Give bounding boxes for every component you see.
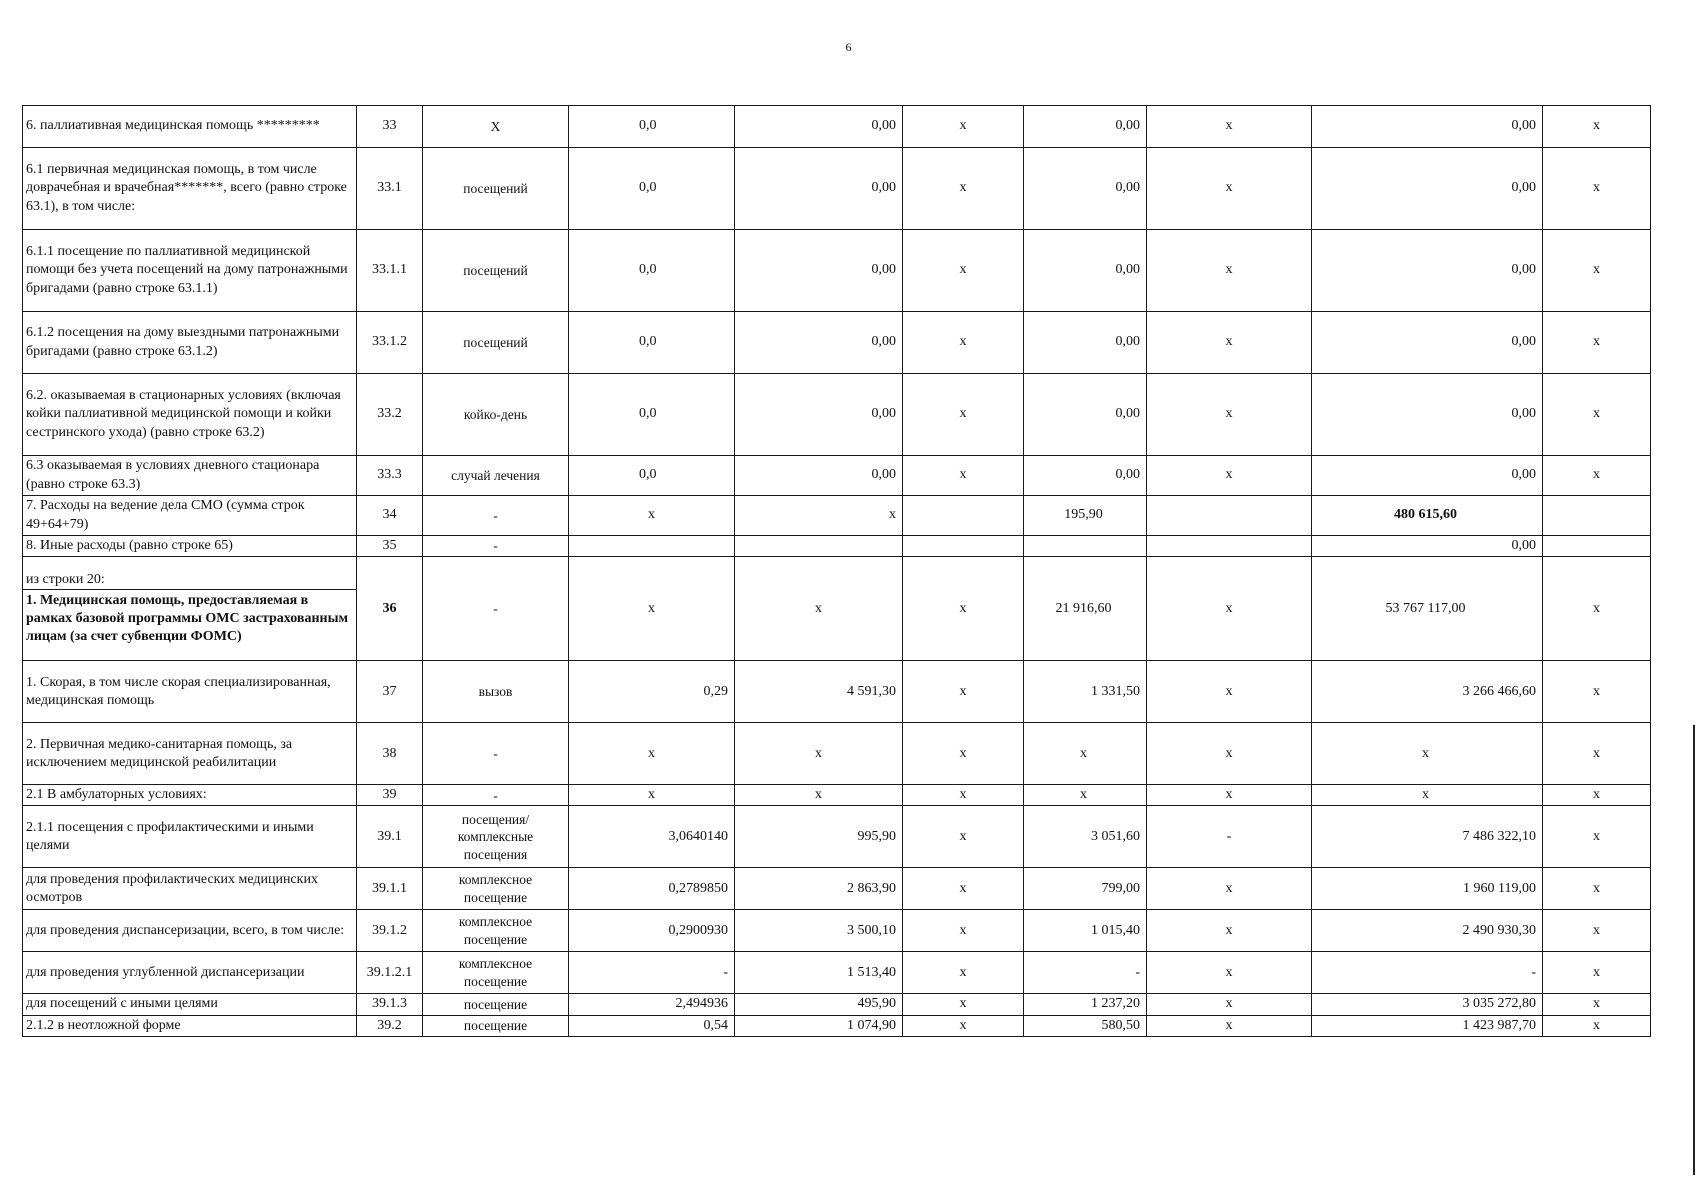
table-cell-col-2: комплексное посещение (423, 952, 569, 994)
table-cell-col-5: x (903, 785, 1024, 806)
table-cell-col-1: 35 (357, 536, 423, 557)
table-row (23, 661, 1651, 723)
table-cell-col-7: x (1147, 952, 1312, 994)
table-cell-col-6: 0,00 (1024, 312, 1147, 374)
table-cell-col-4: 0,00 (735, 312, 903, 374)
table-cell-col-5: x (903, 1015, 1024, 1036)
table-cell-col-3: 0,2789850 (569, 868, 735, 910)
table-cell-col-9: x (1543, 456, 1651, 496)
table-cell-col-4: 2 863,90 (735, 868, 903, 910)
table-cell-col-9: x (1543, 557, 1651, 661)
scan-edge-line (1693, 725, 1695, 1175)
table-cell-col-6: 1 015,40 (1024, 910, 1147, 952)
table-cell-col-2: комплексное посещение (423, 868, 569, 910)
table-cell-col-9: x (1543, 723, 1651, 785)
table-cell-col-9: x (1543, 312, 1651, 374)
table-cell-col-1: 39.1.1 (357, 868, 423, 910)
row-prefix-label: из строки 20: (23, 571, 356, 590)
table-cell-col-2: - (423, 785, 569, 806)
table-cell-col-1: 39.1.2.1 (357, 952, 423, 994)
table-cell-col-9: x (1543, 148, 1651, 230)
table-cell-col-4: 995,90 (735, 806, 903, 868)
table-cell-col-7: x (1147, 456, 1312, 496)
table-cell-col-1: 33.1 (357, 148, 423, 230)
table-cell-col-8: 2 490 930,30 (1312, 910, 1543, 952)
table-cell-col-0: для проведения диспансеризации, всего, в том числе: (23, 910, 357, 952)
table-cell-col-7: x (1147, 661, 1312, 723)
table-cell-col-4: 0,00 (735, 230, 903, 312)
table-cell-col-1: 38 (357, 723, 423, 785)
table-cell-col-5: x (903, 557, 1024, 661)
table-cell-col-2: - (423, 557, 569, 661)
table-cell-col-4: 4 591,30 (735, 661, 903, 723)
data-table (22, 105, 1651, 1037)
page-number: 6 (845, 40, 852, 54)
table-cell-col-0: 2.1.2 в неотложной форме (23, 1015, 357, 1036)
table-cell-col-0: для посещений с иными целями (23, 994, 357, 1015)
table-cell-col-2: койко-день (423, 374, 569, 456)
table-cell-col-4: x (735, 785, 903, 806)
table-cell-col-5: x (903, 806, 1024, 868)
table-cell-col-6: 1 237,20 (1024, 994, 1147, 1015)
table-cell-col-0: 6.2. оказываемая в стационарных условиях (включая койки паллиативной медицинской помощи и койки сестринского ухода) (равно строке 63.2) (23, 374, 357, 456)
table-cell-col-5: x (903, 723, 1024, 785)
table-cell-col-2: посещений (423, 312, 569, 374)
table-cell-col-7: x (1147, 994, 1312, 1015)
table-row (23, 723, 1651, 785)
table-cell-col-5: x (903, 952, 1024, 994)
table-cell-col-0: для проведения профилактических медицинских осмотров (23, 868, 357, 910)
table-cell-col-5: x (903, 230, 1024, 312)
table-cell-col-5: x (903, 661, 1024, 723)
table-row (23, 312, 1651, 374)
table-cell-col-5: x (903, 868, 1024, 910)
table-cell-col-9: x (1543, 952, 1651, 994)
table-cell-col-9: x (1543, 868, 1651, 910)
table-cell-col-3: 0,29 (569, 661, 735, 723)
table-row (23, 536, 1651, 557)
table-cell-col-1: 39.1.3 (357, 994, 423, 1015)
table-cell-col-9: x (1543, 106, 1651, 148)
table-cell-col-7: x (1147, 1015, 1312, 1036)
table-cell-col-0: 6.1.1 посещение по паллиативной медицинской помощи без учета посещений на дому патронажными бригадами (равно строке 63.1.1) (23, 230, 357, 312)
table-cell-col-8: 3 266 466,60 (1312, 661, 1543, 723)
table-cell-col-7: x (1147, 910, 1312, 952)
table-cell-col-6: 0,00 (1024, 106, 1147, 148)
table-cell-col-4: 3 500,10 (735, 910, 903, 952)
table-cell-col-7: x (1147, 868, 1312, 910)
table-row (23, 952, 1651, 994)
table-cell-col-1: 33.1.1 (357, 230, 423, 312)
table-cell-col-1: 34 (357, 496, 423, 536)
table-cell-col-6: x (1024, 785, 1147, 806)
table-cell-col-5 (903, 496, 1024, 536)
table-cell-col-3: - (569, 952, 735, 994)
table-row (23, 910, 1651, 952)
table-cell-col-1: 36 (357, 557, 423, 661)
table-cell-col-6: 0,00 (1024, 374, 1147, 456)
table-cell-col-0: 6.1.2 посещения на дому выездными патронажными бригадами (равно строке 63.1.2) (23, 312, 357, 374)
table-cell-col-2: случай лечения (423, 456, 569, 496)
table-cell-col-0: 6. паллиативная медицинская помощь ********* (23, 106, 357, 148)
table-cell-col-9 (1543, 536, 1651, 557)
table-cell-col-9: x (1543, 994, 1651, 1015)
table-cell-col-4: 0,00 (735, 106, 903, 148)
table-cell-col-3: 0,0 (569, 456, 735, 496)
table-cell-col-3: x (569, 723, 735, 785)
table-cell-col-2: посещений (423, 230, 569, 312)
table-cell-col-3: 0,0 (569, 148, 735, 230)
table-cell-col-9: x (1543, 910, 1651, 952)
table-cell-col-1: 39.1 (357, 806, 423, 868)
table-cell-col-8: 0,00 (1312, 106, 1543, 148)
table-cell-col-6: 0,00 (1024, 456, 1147, 496)
table-cell-col-3: 0,0 (569, 230, 735, 312)
table-cell-col-4: x (735, 723, 903, 785)
table-cell-col-8: 1 960 119,00 (1312, 868, 1543, 910)
table-cell-col-7 (1147, 536, 1312, 557)
table-cell-col-7: - (1147, 806, 1312, 868)
table-row (23, 868, 1651, 910)
table-cell-col-4 (735, 536, 903, 557)
table-cell-col-2: - (423, 536, 569, 557)
table-cell-col-6: 195,90 (1024, 496, 1147, 536)
table-cell-col-0: 2.1.1 посещения с профилактическими и иными целями (23, 806, 357, 868)
table-cell-col-1: 33.1.2 (357, 312, 423, 374)
table-cell-col-0 (23, 557, 357, 661)
table-cell-col-3: 0,0 (569, 374, 735, 456)
table-cell-col-8: 0,00 (1312, 312, 1543, 374)
table-cell-col-5: x (903, 106, 1024, 148)
table-row (23, 106, 1651, 148)
table-cell-col-7: x (1147, 312, 1312, 374)
table-cell-col-7: x (1147, 374, 1312, 456)
table-cell-col-9: x (1543, 806, 1651, 868)
table-cell-col-3: x (569, 557, 735, 661)
table-cell-col-6 (1024, 536, 1147, 557)
table-cell-col-2: - (423, 496, 569, 536)
table-cell-col-8: x (1312, 785, 1543, 806)
table-cell-col-1: 39 (357, 785, 423, 806)
table-row (23, 148, 1651, 230)
table-cell-col-0: 2. Первичная медико-санитарная помощь, за исключением медицинской реабилитации (23, 723, 357, 785)
table-cell-col-9: x (1543, 1015, 1651, 1036)
table-cell-col-0: для проведения углубленной диспансеризации (23, 952, 357, 994)
table-cell-col-9: x (1543, 230, 1651, 312)
table-cell-col-8: 1 423 987,70 (1312, 1015, 1543, 1036)
table-cell-col-7: x (1147, 785, 1312, 806)
table-cell-col-9: x (1543, 785, 1651, 806)
table-cell-col-4: 1 074,90 (735, 1015, 903, 1036)
table-cell-col-0: 8. Иные расходы (равно строке 65) (23, 536, 357, 557)
table-cell-col-2: комплексное посещение (423, 910, 569, 952)
table-cell-col-8: - (1312, 952, 1543, 994)
table-cell-col-0: 7. Расходы на ведение дела СМО (сумма строк 49+64+79) (23, 496, 357, 536)
table-cell-col-0: 6.1 первичная медицинская помощь, в том числе доврачебная и врачебная*******, всего (равно строке 63.1), в том числе: (23, 148, 357, 230)
table-cell-col-0: 2.1 В амбулаторных условиях: (23, 785, 357, 806)
table-cell-col-0: 6.3 оказываемая в условиях дневного стационара (равно строке 63.3) (23, 456, 357, 496)
table-cell-col-4: 0,00 (735, 456, 903, 496)
table-cell-col-3: 2,494936 (569, 994, 735, 1015)
table-cell-col-0: 1. Скорая, в том числе скорая специализированная, медицинская помощь (23, 661, 357, 723)
table-cell-col-8: 0,00 (1312, 230, 1543, 312)
table-cell-col-6: x (1024, 723, 1147, 785)
table-cell-col-7 (1147, 496, 1312, 536)
table-cell-col-4: 495,90 (735, 994, 903, 1015)
table-cell-col-3: 0,54 (569, 1015, 735, 1036)
table-cell-col-8: 3 035 272,80 (1312, 994, 1543, 1015)
table-cell-col-3: 3,0640140 (569, 806, 735, 868)
table-cell-col-5: x (903, 994, 1024, 1015)
table-cell-col-5: x (903, 456, 1024, 496)
table-cell-col-9: x (1543, 374, 1651, 456)
table-cell-col-3: 0,0 (569, 106, 735, 148)
table-cell-col-5: x (903, 312, 1024, 374)
table-row (23, 374, 1651, 456)
table-cell-col-2: посещений (423, 148, 569, 230)
table-cell-col-2: - (423, 723, 569, 785)
table-row (23, 1015, 1651, 1036)
table-cell-col-7: x (1147, 557, 1312, 661)
table-row (23, 557, 1651, 661)
table-row (23, 994, 1651, 1015)
table-cell-col-3 (569, 536, 735, 557)
table-cell-col-2: вызов (423, 661, 569, 723)
row-label: 1. Медицинская помощь, предоставляемая в рамках базовой программы ОМС застрахованным лицам (за счет субвенции ФОМС) (26, 593, 349, 645)
table-cell-col-6: 580,50 (1024, 1015, 1147, 1036)
table-row (23, 785, 1651, 806)
table-row (23, 496, 1651, 536)
table-cell-col-8: 53 767 117,00 (1312, 557, 1543, 661)
table-cell-col-2: посещение (423, 1015, 569, 1036)
table-cell-col-2: посещение (423, 994, 569, 1015)
table-cell-col-5: x (903, 910, 1024, 952)
table-cell-col-6: 3 051,60 (1024, 806, 1147, 868)
table-cell-col-9 (1543, 496, 1651, 536)
table-cell-col-1: 37 (357, 661, 423, 723)
table-cell-col-5: x (903, 374, 1024, 456)
table-cell-col-4: x (735, 557, 903, 661)
table-cell-col-8: 0,00 (1312, 148, 1543, 230)
table-cell-col-1: 33.3 (357, 456, 423, 496)
table-row (23, 456, 1651, 496)
table-cell-col-8: 0,00 (1312, 374, 1543, 456)
table-cell-col-6: 0,00 (1024, 230, 1147, 312)
table-cell-col-4: x (735, 496, 903, 536)
table-cell-col-2: X (423, 106, 569, 148)
table-cell-col-7: x (1147, 230, 1312, 312)
table-cell-col-3: x (569, 785, 735, 806)
table-body (23, 106, 1651, 1037)
table-cell-col-8: 0,00 (1312, 536, 1543, 557)
table-cell-col-1: 39.2 (357, 1015, 423, 1036)
table-cell-col-2: посещения/комплексные посещения (423, 806, 569, 868)
table-cell-col-3: 0,2900930 (569, 910, 735, 952)
table-row (23, 230, 1651, 312)
table-cell-col-7: x (1147, 148, 1312, 230)
table-cell-col-9: x (1543, 661, 1651, 723)
table-cell-col-6: 0,00 (1024, 148, 1147, 230)
table-cell-col-3: x (569, 496, 735, 536)
table-cell-col-8: 0,00 (1312, 456, 1543, 496)
table-cell-col-6: 1 331,50 (1024, 661, 1147, 723)
table-cell-col-1: 33.2 (357, 374, 423, 456)
table-cell-col-5 (903, 536, 1024, 557)
table-cell-col-7: x (1147, 723, 1312, 785)
table-cell-col-4: 0,00 (735, 374, 903, 456)
table-cell-col-5: x (903, 148, 1024, 230)
table-cell-col-3: 0,0 (569, 312, 735, 374)
table-cell-col-1: 39.1.2 (357, 910, 423, 952)
table-cell-col-8: 7 486 322,10 (1312, 806, 1543, 868)
table-cell-col-6: - (1024, 952, 1147, 994)
table-cell-col-6: 21 916,60 (1024, 557, 1147, 661)
table-cell-col-8: 480 615,60 (1312, 496, 1543, 536)
data-table-container (22, 105, 1651, 1037)
table-cell-col-4: 0,00 (735, 148, 903, 230)
table-cell-col-1: 33 (357, 106, 423, 148)
table-cell-col-6: 799,00 (1024, 868, 1147, 910)
table-cell-col-8: x (1312, 723, 1543, 785)
table-cell-col-4: 1 513,40 (735, 952, 903, 994)
table-cell-col-7: x (1147, 106, 1312, 148)
table-row (23, 806, 1651, 868)
